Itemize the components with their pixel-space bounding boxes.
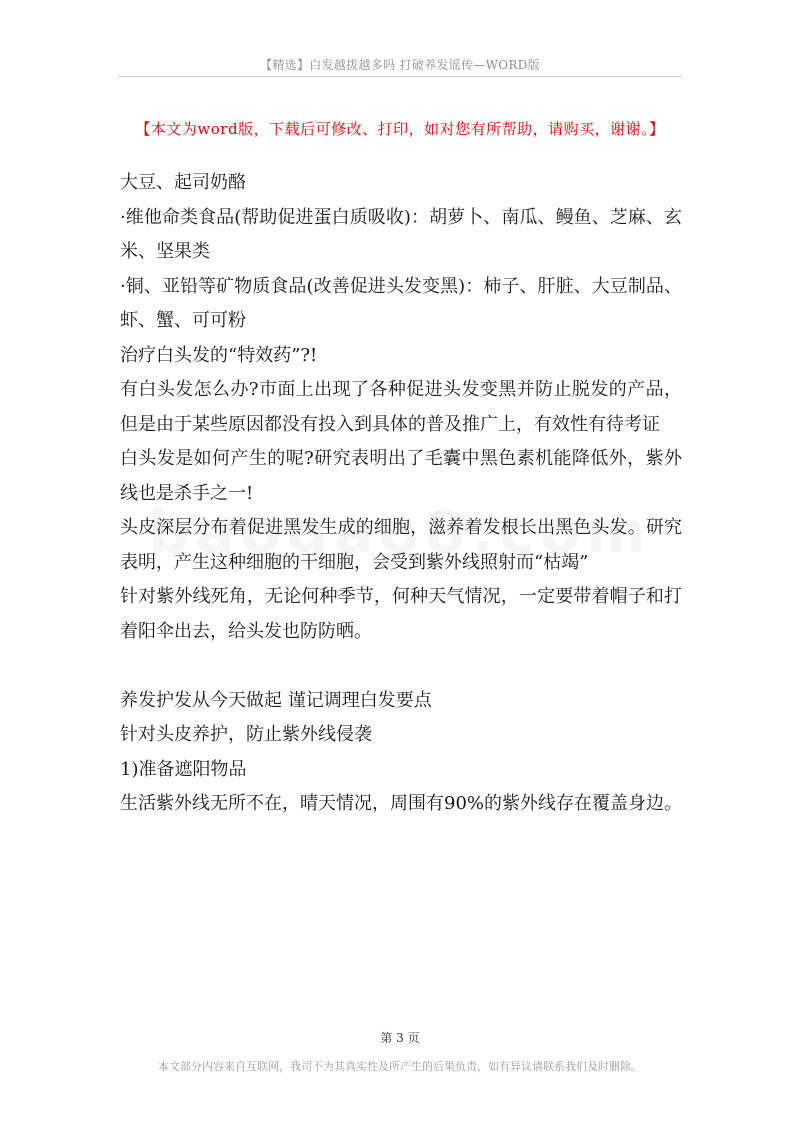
page-header-title: 【精选】白发越拔越多吗 打破养发谣传—WORD版 <box>260 58 540 72</box>
document-body <box>120 166 682 822</box>
footer-disclaimer: 本文部分内容来自互联网，我司不为其真实性及所产生的后果负责，如有异议请联系我们及时删除。 <box>158 1060 642 1073</box>
paragraph: 头皮深层分布着促进黑发生成的细胞，滋养着发根长出黑色头发。研究表明，产生这种细胞的干细胞，会受到紫外线照射而“枯竭” <box>120 517 682 573</box>
purchase-notice: 【本文为word版，下载后可修改、打印，如对您有所帮助，请购买，谢谢。】 <box>135 120 665 138</box>
paragraph: ·铜、亚铅等矿物质食品(改善促进头发变黑)：柿子、肝脏、大豆制品、虾、蟹、可可粉 <box>120 275 682 331</box>
paragraph: 生活紫外线无所不在，晴天情况，周围有90%的紫外线存在覆盖身边。 <box>120 793 683 814</box>
section-heading: 养发护发从今天做起 谨记调理白发要点 <box>120 689 432 711</box>
paragraph: 针对紫外线死角，无论何种季节，何种天气情况，一定要带着帽子和打着阳伞出去，给头发也防防晒。 <box>120 586 682 642</box>
header-divider <box>118 76 682 77</box>
paragraph: 大豆、起司奶酪 <box>120 172 246 193</box>
paragraph: ·维他命类食品(帮助促进蛋白质吸收)：胡萝卜、南瓜、鳗鱼、芝麻、玄米、坚果类 <box>120 206 682 262</box>
paragraph: 白头发是如何产生的呢?研究表明出了毛囊中黑色素机能降低外，紫外线也是杀手之一! <box>120 448 682 504</box>
paragraph: 针对头皮养护，防止紫外线侵袭 <box>120 724 372 745</box>
list-item-heading: 1)准备遮阳物品 <box>120 758 247 780</box>
paragraph: 有白头发怎么办?市面上出现了各种促进头发变黑并防止脱发的产品，但是由于某些原因都没有投入到具体的普及推广上，有效性有待考证 <box>120 379 682 435</box>
page-number: 第 3 页 <box>380 1031 420 1045</box>
paragraph-heading: 治疗白头发的“特效药”?! <box>120 344 318 366</box>
